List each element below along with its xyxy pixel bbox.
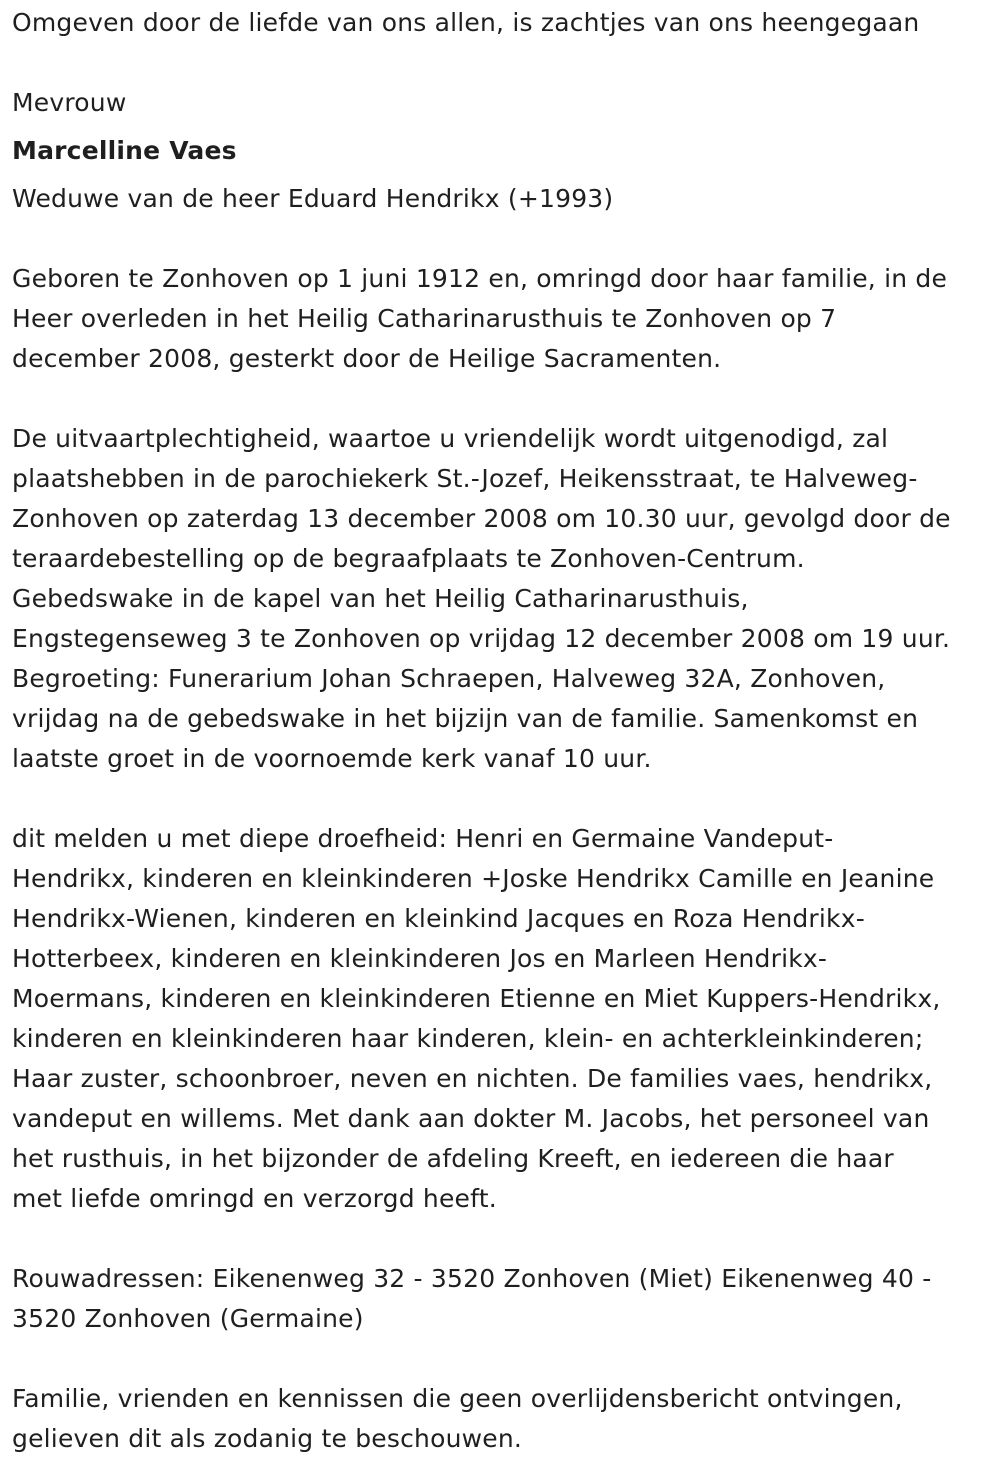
ceremony-paragraph <box>12 419 988 779</box>
paragraph-line: laatste groet in de voornoemde kerk vanaf 10 uur. <box>12 744 652 773</box>
paragraph-line: kinderen en kleinkinderen haar kinderen, klein- en achterkleinkinderen; <box>12 1024 924 1053</box>
addresses-paragraph <box>12 1259 988 1339</box>
paragraph-line: Gebedswake in de kapel van het Heilig Catharinarusthuis, <box>12 584 749 613</box>
paragraph-line: december 2008, gesterkt door de Heilige Sacramenten. <box>12 344 722 373</box>
paragraph-line: vandeput en willems. Met dank aan dokter M. Jacobs, het personeel van <box>12 1104 930 1133</box>
spacer <box>12 1339 988 1379</box>
widow-of-line: Weduwe van de heer Eduard Hendrikx (+1993) <box>12 184 614 213</box>
paragraph-line: teraardebestelling op de begraafplaats te Zonhoven-Centrum. <box>12 544 805 573</box>
paragraph-line: het rusthuis, in het bijzonder de afdeling Kreeft, en iedereen die haar <box>12 1144 894 1173</box>
paragraph-line: Moermans, kinderen en kleinkinderen Etienne en Miet Kuppers-Hendrikx, <box>12 984 941 1013</box>
deceased-name: Marcelline Vaes <box>12 136 237 165</box>
paragraph-line: Familie, vrienden en kennissen die geen overlijdensbericht ontvingen, <box>12 1384 903 1413</box>
paragraph-line: Engstegenseweg 3 te Zonhoven op vrijdag 12 december 2008 om 19 uur. <box>12 624 951 653</box>
closing-paragraph <box>12 1379 988 1459</box>
announcers-paragraph <box>12 819 988 1219</box>
salutation: Mevrouw <box>12 88 127 117</box>
spacer <box>12 43 988 83</box>
paragraph-line: De uitvaartplechtigheid, waartoe u vriendelijk wordt uitgenodigd, zal <box>12 424 889 453</box>
paragraph-line: Zonhoven op zaterdag 13 december 2008 om 10.30 uur, gevolgd door de <box>12 504 951 533</box>
intro-line: Omgeven door de liefde van ons allen, is zachtjes van ons heengegaan <box>12 8 920 37</box>
paragraph-line: Heer overleden in het Heilig Catharinarusthuis te Zonhoven op 7 <box>12 304 837 333</box>
paragraph-line: Geboren te Zonhoven op 1 juni 1912 en, omringd door haar familie, in de <box>12 264 948 293</box>
spacer <box>12 779 988 819</box>
paragraph-line: gelieven dit als zodanig te beschouwen. <box>12 1424 523 1453</box>
paragraph-line: met liefde omringd en verzorgd heeft. <box>12 1184 497 1213</box>
birth-death-paragraph <box>12 259 988 379</box>
paragraph-line: 3520 Zonhoven (Germaine) <box>12 1304 364 1333</box>
spacer <box>12 379 988 419</box>
paragraph-line: Hendrikx, kinderen en kleinkinderen +Joske Hendrikx Camille en Jeanine <box>12 864 935 893</box>
paragraph-line: Haar zuster, schoonbroer, neven en nichten. De families vaes, hendrikx, <box>12 1064 933 1093</box>
paragraph-line: dit melden u met diepe droefheid: Henri en Germaine Vandeput- <box>12 824 834 853</box>
spacer <box>12 219 988 259</box>
paragraph-line: vrijdag na de gebedswake in het bijzijn van de familie. Samenkomst en <box>12 704 919 733</box>
paragraph-line: Begroeting: Funerarium Johan Schraepen, Halveweg 32A, Zonhoven, <box>12 664 886 693</box>
paragraph-line: Hotterbeex, kinderen en kleinkinderen Jos en Marleen Hendrikx- <box>12 944 828 973</box>
spacer <box>12 1219 988 1259</box>
paragraph-line: Rouwadressen: Eikenenweg 32 - 3520 Zonhoven (Miet) Eikenenweg 40 - <box>12 1264 932 1293</box>
paragraph-line: Hendrikx-Wienen, kinderen en kleinkind Jacques en Roza Hendrikx- <box>12 904 865 933</box>
paragraph-line: plaatshebben in de parochiekerk St.-Jozef, Heikensstraat, te Halveweg- <box>12 464 918 493</box>
